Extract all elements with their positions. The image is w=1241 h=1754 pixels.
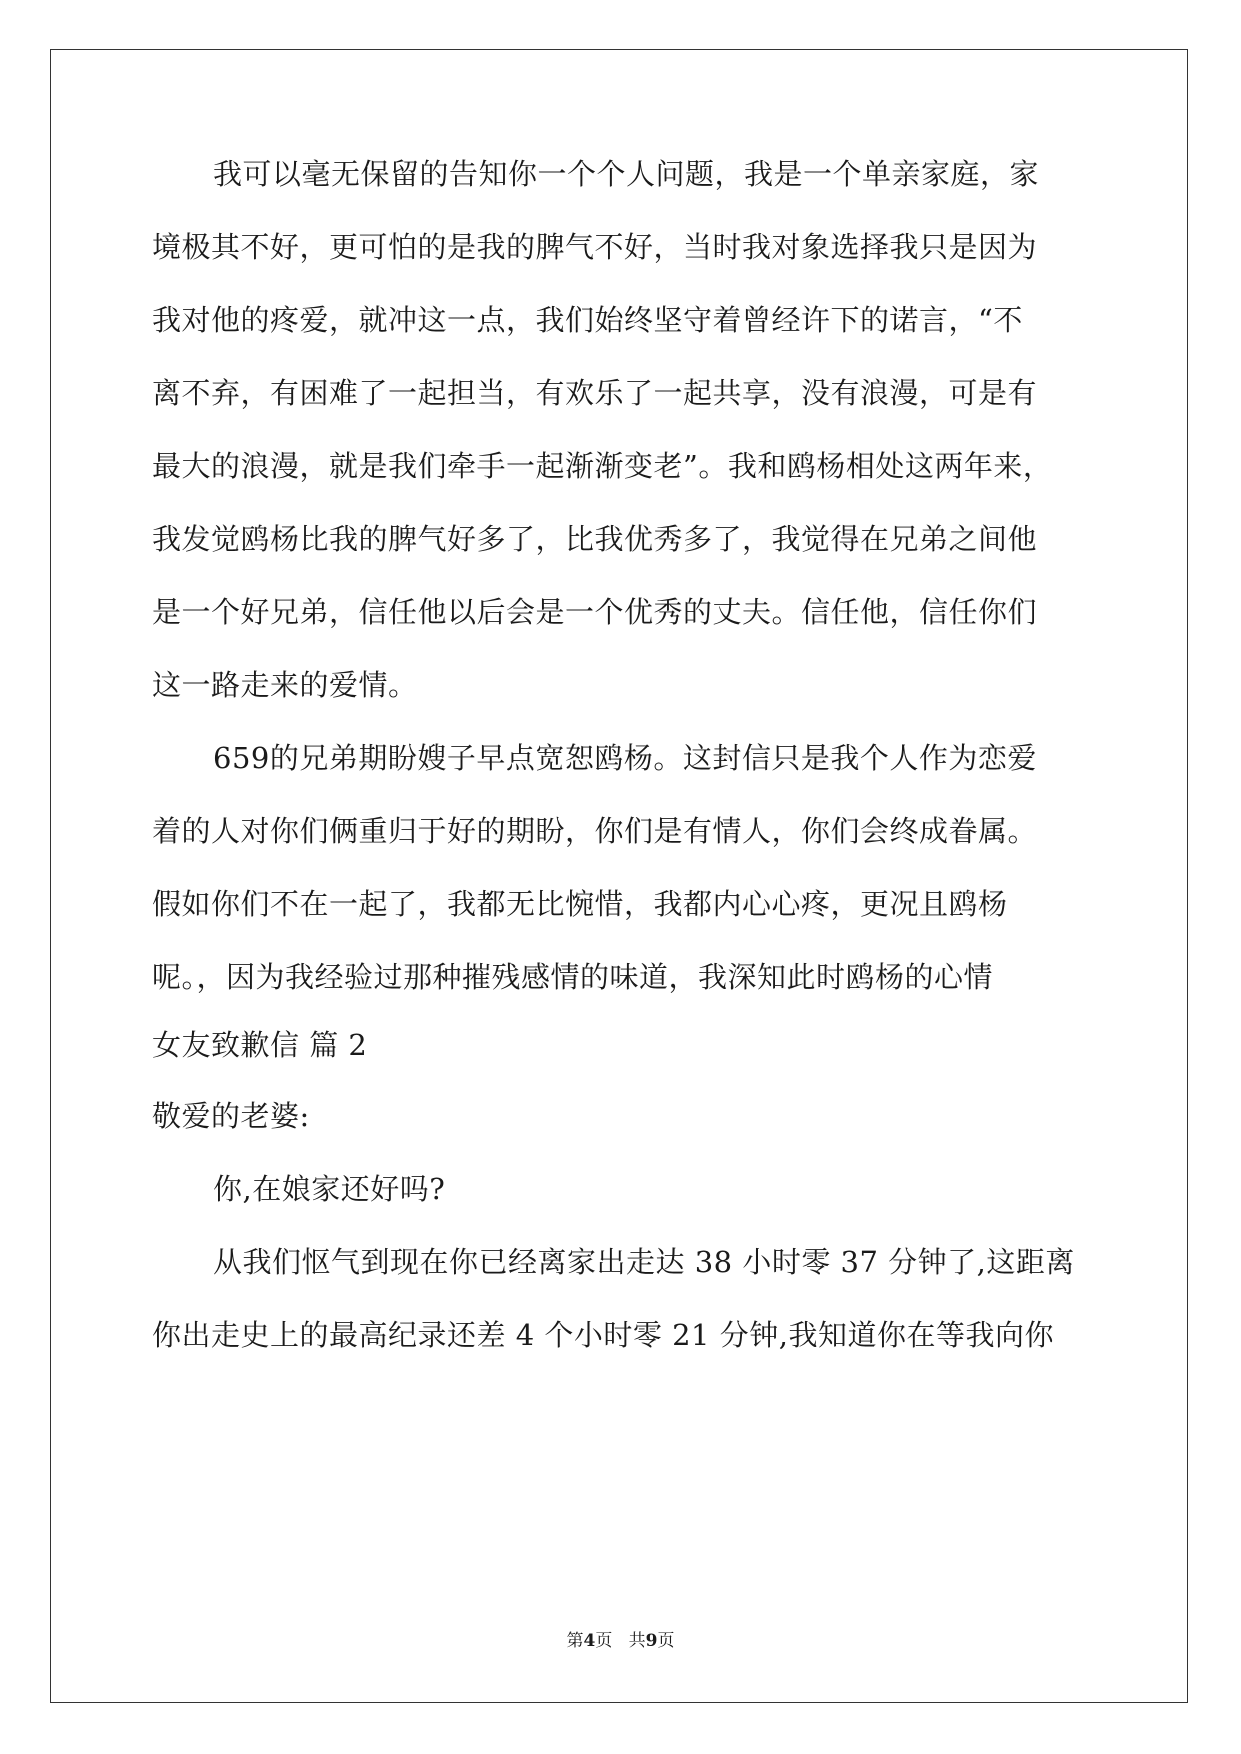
paragraph-line: 659的兄弟期盼嫂子早点宽恕鸥杨。这封信只是我个人作为恋爱 <box>213 741 1037 775</box>
paragraph-line: 你,在娘家还好吗? <box>213 1172 446 1206</box>
paragraph-line: 最大的浪漫，就是我们牵手一起渐渐变老”。我和鸥杨相处这两年来， <box>152 449 1053 483</box>
paragraph-line: 这一路走来的爱情。 <box>152 668 418 702</box>
footer-prefix: 第 <box>566 1631 584 1651</box>
footer-total-pages: 9 <box>645 1631 658 1651</box>
paragraph-line: 我发觉鸥杨比我的脾气好多了，比我优秀多了，我觉得在兄弟之间他 <box>152 522 1038 556</box>
paragraph-line: 离不弃，有困难了一起担当，有欢乐了一起共享，没有浪漫，可是有 <box>152 376 1038 410</box>
paragraph-line: 是一个好兄弟，信任他以后会是一个优秀的丈夫。信任他，信任你们 <box>152 595 1038 629</box>
footer-suffix: 页 <box>657 1631 675 1651</box>
page-footer <box>0 1626 1241 1651</box>
paragraph-line: 从我们怄气到现在你已经离家出走达 38 小时零 37 分钟了,这距离 <box>213 1245 1075 1279</box>
paragraph-line: 境极其不好，更可怕的是我的脾气不好，当时我对象选择我只是因为 <box>152 230 1038 264</box>
paragraph-line: 我对他的疼爱，就冲这一点，我们始终坚守着曾经许下的诺言，“不 <box>152 303 1023 337</box>
salutation: 敬爱的老婆: <box>152 1099 310 1133</box>
footer-page-number: 4 <box>583 1631 596 1651</box>
paragraph-line: 假如你们不在一起了，我都无比惋惜，我都内心心疼，更况且鸥杨 <box>152 887 1008 921</box>
paragraph-line: 呢。，因为我经验过那种摧残感情的味道，我深知此时鸥杨的心情 <box>152 960 994 994</box>
paragraph-line: 你出走史上的最高纪录还差 4 个小时零 21 分钟,我知道你在等我向你 <box>152 1318 1054 1352</box>
section-heading: 女友致歉信 篇 2 <box>152 1028 368 1062</box>
paragraph-line: 我可以毫无保留的告知你一个个人问题，我是一个单亲家庭，家 <box>213 157 1040 191</box>
paragraph-line: 着的人对你们俩重归于好的期盼，你们是有情人，你们会终成眷属。 <box>152 814 1038 848</box>
footer-middle: 页 共 <box>595 1631 646 1651</box>
